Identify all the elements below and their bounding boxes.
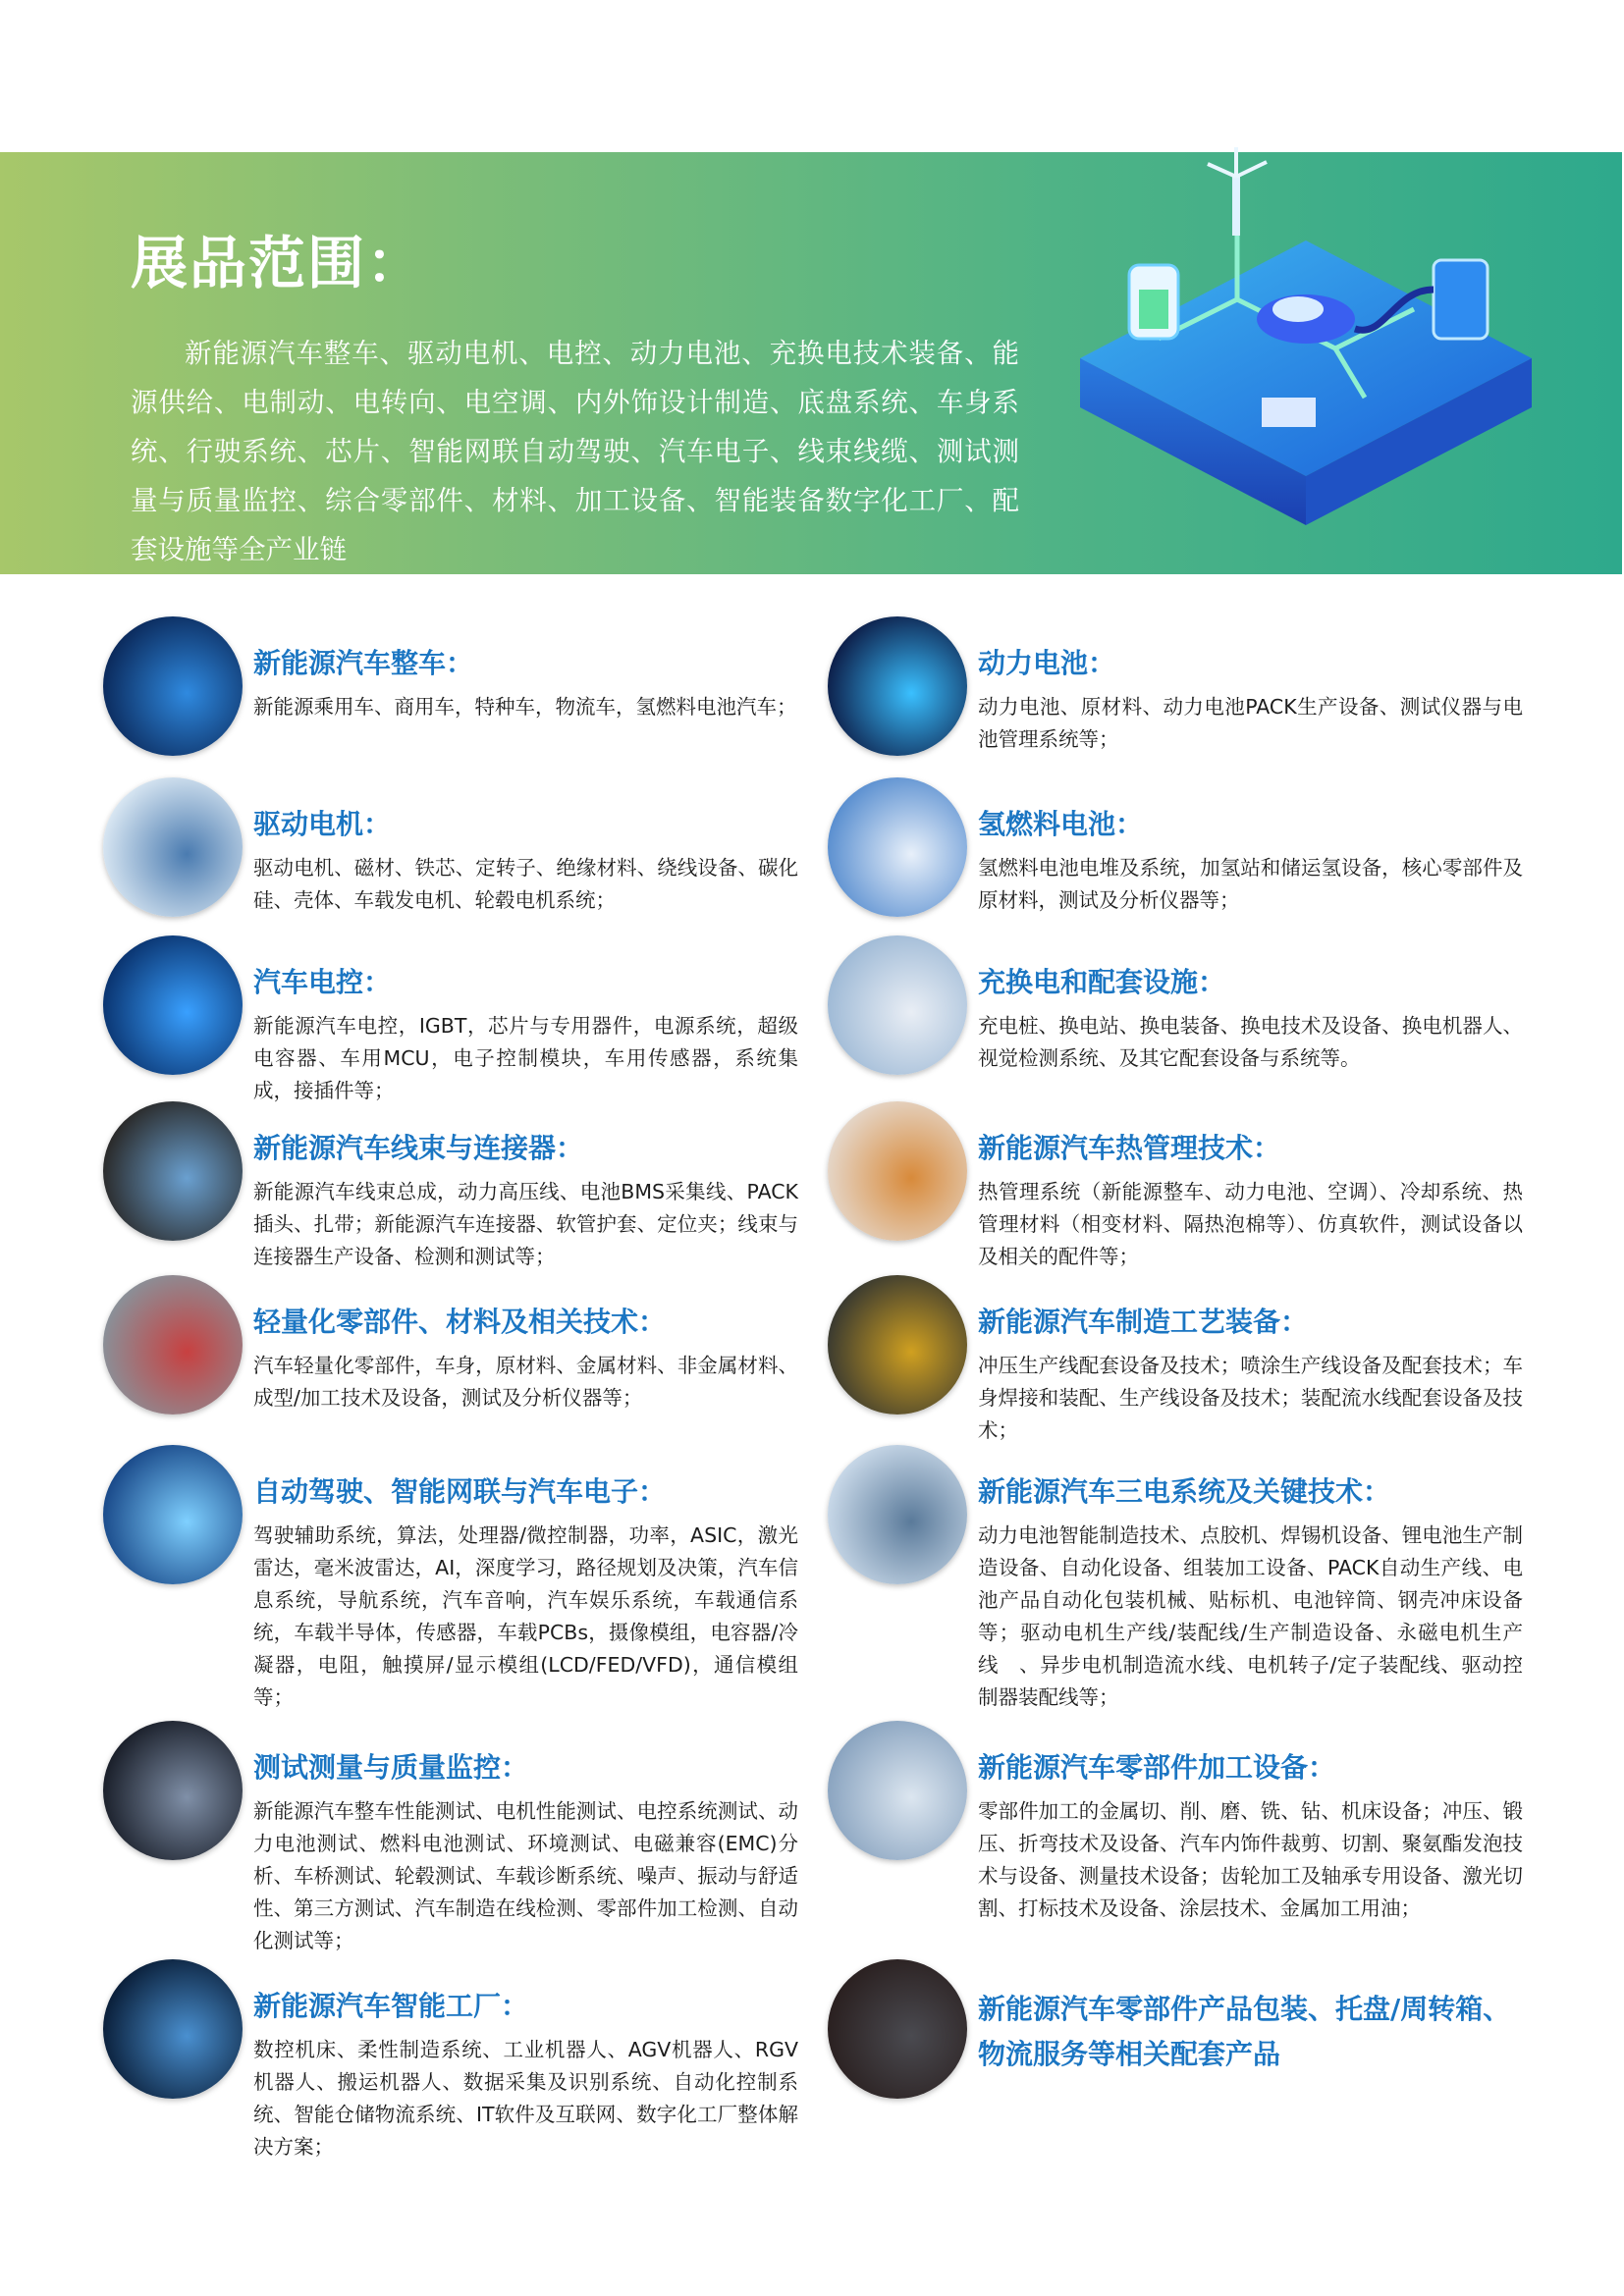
category-description: 新能源汽车线束总成，动力高压线、电池BMS采集线、PACK插头、扎带；新能源汽车连接器、软管护套、定位夹；线束与连接器生产设备、检测和测试等；: [253, 1180, 798, 1268]
category-description: 热管理系统（新能源整车、动力电池、空调）、冷却系统、热管理材料（相变材料、隔热泡棉等）、仿真软件，测试设备以及相关的配件等；: [978, 1180, 1523, 1268]
category-title: 充换电和配套设施：: [978, 966, 1226, 998]
manufacturing-line-photo-icon: [828, 1275, 967, 1415]
category-description: 新能源乘用车、商用车，特种车，物流车，氢燃料电池汽车；: [253, 695, 797, 719]
ev-chassis-photo-icon: [828, 1445, 967, 1584]
category-description: 数控机床、柔性制造系统、工业机器人、AGV机器人、RGV机器人、搬运机器人、数据采集及识别系统、自动化控制系统、智能仓储物流系统、IT软件及互联网、数字化工厂整体解决方案；: [253, 2038, 798, 2159]
wiring-connector-photo-icon: [103, 1101, 243, 1241]
category-title: 轻量化零部件、材料及相关技术：: [253, 1306, 667, 1338]
lightweight-body-photo-icon: [103, 1275, 243, 1415]
electric-car-photo-icon: [103, 616, 243, 756]
category-title: 测试测量与质量监控：: [253, 1751, 529, 1784]
category-title: 新能源汽车热管理技术：: [978, 1132, 1281, 1164]
smart-factory-photo-icon: [103, 1959, 243, 2099]
category-description: 氢燃料电池电堆及系统，加氢站和储运氢设备，核心零部件及原材料，测试及分析仪器等；: [978, 856, 1523, 912]
battery-pack-photo-icon: [828, 616, 967, 756]
category-title: 自动驾驶、智能网联与汽车电子：: [253, 1475, 667, 1508]
category-title: 新能源汽车制造工艺装备：: [978, 1306, 1309, 1338]
scope-summary: 新能源汽车整车、驱动电机、电控、动力电池、充换电技术装备、能源供给、电制动、电转向、电空调、内外饰设计制造、底盘系统、车身系统、行驶系统、芯片、智能网联自动驾驶、汽车电子、线束线缆、测试测量与质量监控、综合零部件、材料、加工设备、智能装备数字化工厂、配套设施等全产业链: [131, 338, 1019, 565]
category-title: 新能源汽车零部件产品包装、托盘/周转箱、物流服务等相关配套产品: [978, 1993, 1511, 2070]
packaging-logistics-photo-icon: [828, 1959, 967, 2099]
autonomous-driving-photo-icon: [103, 1445, 243, 1584]
category-description: 新能源汽车整车性能测试、电机性能测试、电控系统测试、动力电池测试、燃料电池测试、环境测试、电磁兼容(EMC)分析、车桥测试、轮毂测试、车载诊断系统、噪声、振动与舒适性、第三方测试、汽车制造在线检测、零部件加工检测、自动化测试等；: [253, 1799, 798, 1952]
electronic-control-photo-icon: [103, 935, 243, 1075]
category-description: 汽车轻量化零部件，车身，原材料、金属材料、非金属材料、成型/加工技术及设备，测试及分析仪器等；: [253, 1354, 798, 1410]
category-description: 新能源汽车电控，IGBT，芯片与专用器件，电源系统，超级电容器、车用MCU，电子控制模块，车用传感器，系统集成，接插件等；: [253, 1014, 798, 1102]
hydrogen-station-photo-icon: [828, 777, 967, 917]
category-title: 新能源汽车零部件加工设备：: [978, 1751, 1336, 1784]
cnc-machine-photo-icon: [828, 1721, 967, 1860]
category-title: 新能源汽车线束与连接器：: [253, 1132, 584, 1164]
category-description: 充电桩、换电站、换电装备、换电技术及设备、换电机器人、视觉检测系统、及其它配套设备与系统等。: [978, 1014, 1523, 1070]
category-title: 动力电池：: [978, 647, 1116, 679]
category-description: 冲压生产线配套设备及技术；喷涂生产线设备及配套技术；车身焊接和装配、生产线设备及技术；装配流水线配套设备及技术；: [978, 1354, 1523, 1442]
category-title: 新能源汽车整车：: [253, 647, 474, 679]
category-description: 零部件加工的金属切、削、磨、铣、钻、机床设备；冲压、锻压、折弯技术及设备、汽车内饰件裁剪、切割、聚氨酯发泡技术与设备、测量技术设备；齿轮加工及轴承专用设备、激光切割、打标技术及设备、涂层技术、金属加工用油；: [978, 1799, 1523, 1920]
ev-energy-platform-illustration-icon: [1041, 93, 1571, 564]
motor-photo-icon: [103, 777, 243, 917]
page-title: 展品范围：: [131, 230, 426, 296]
category-title: 新能源汽车三电系统及关键技术：: [978, 1475, 1391, 1508]
exhibit-scope-banner: [0, 152, 1622, 574]
category-title: 驱动电机：: [253, 808, 392, 840]
category-title: 新能源汽车智能工厂：: [253, 1990, 529, 2022]
thermal-management-photo-icon: [828, 1101, 967, 1241]
category-description: 动力电池智能制造技术、点胶机、焊锡机设备、锂电池生产制造设备、自动化设备、组装加工设备、PACK自动生产线、电池产品自动化包装机械、贴标机、电池锌筒、钢壳冲床设备等；驱动电机生产线/装配线/生产制造设备、永磁电机生产线 、异步电机制造流水线、电机转子/定子装配线、驱动控制器装配线等；: [978, 1523, 1523, 1709]
category-description: 驾驶辅助系统，算法，处理器/微控制器，功率，ASIC，激光雷达，毫米波雷达，AI，深度学习，路径规划及决策，汽车信息系统，导航系统，汽车音响，汽车娱乐系统，车载通信系统，车载半导体，传感器，车载PCBs，摄像模组，电容器/冷凝器，电阻，触摸屏/显示模组(LCD/FED/VFD)，通信模组等；: [253, 1523, 798, 1709]
category-description: 动力电池、原材料、动力电池PACK生产设备、测试仪器与电池管理系统等；: [978, 695, 1523, 751]
category-description: 驱动电机、磁材、铁芯、定转子、绝缘材料、绕线设备、碳化硅、壳体、车载发电机、轮毂电机系统；: [253, 856, 798, 912]
testing-photo-icon: [103, 1721, 243, 1860]
category-title: 汽车电控：: [253, 966, 392, 998]
category-title: 氢燃料电池：: [978, 808, 1144, 840]
charging-station-photo-icon: [828, 935, 967, 1075]
